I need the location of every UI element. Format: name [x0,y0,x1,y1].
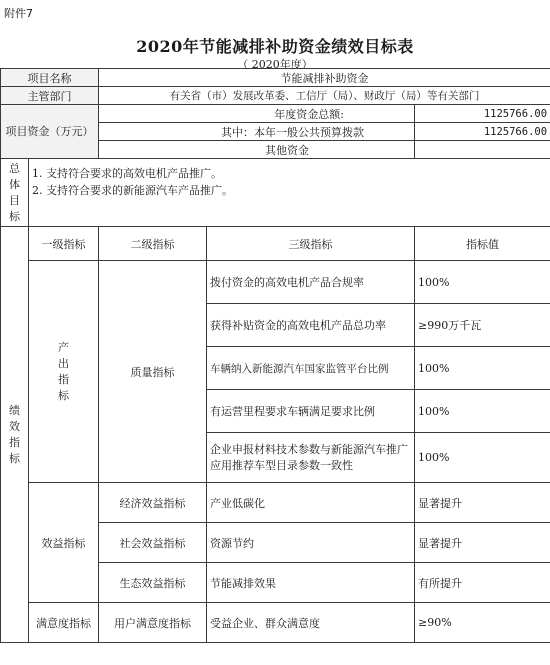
level3-item: 节能减排效果 [207,563,415,603]
header-value: 指标值 [415,227,550,261]
indicator-value: ≥90% [415,603,550,643]
perf-indicator-label [1,227,29,643]
indicator-value: 显著提升 [415,483,550,523]
funds-label: 项目资金（万元） [1,105,99,159]
funds-budget-label: 其中：本年一般公共预算拨款 [99,123,415,141]
funds-total-label: 年度资金总额: [99,105,415,123]
level3-item: 企业申报材料技术参数与新能源汽车推广应用推荐车型目录参数一致性 [207,433,415,483]
project-name-value: 节能减排补助资金 [99,69,550,87]
performance-goal-table [0,68,550,643]
overall-goal-label [1,159,29,227]
page-title: 2020年节能减排补助资金绩效目标表 [136,37,414,56]
level2-quality: 质量指标 [99,261,207,483]
funds-budget-value: 1125766.00 [415,123,550,141]
overall-goals [29,159,550,227]
level3-item: 资源节约 [207,523,415,563]
funds-other-label: 其他资金 [99,141,415,159]
indicator-value: 有所提升 [415,563,550,603]
funds-total-value: 1125766.00 [415,105,550,123]
level3-item: 产业低碳化 [207,483,415,523]
department-label: 主管部门 [1,87,99,105]
perf-indicator-label-text: 绩 效 指 标 [9,403,20,465]
project-name-label: 项目名称 [1,69,99,87]
department-value: 有关省（市）发展改革委、工信厅（局）、财政厅（局）等有关部门 [99,87,550,105]
level2-ecological: 生态效益指标 [99,563,207,603]
overall-goal-label-text: 总 体 目 标 [9,161,20,223]
page-subtitle: （ 2020年度） [237,58,313,71]
level3-item: 受益企业、群众满意度 [207,603,415,643]
overall-goal-item: 1. 支持符合要求的高效电机产品推广。 [32,167,222,180]
header-level1: 一级指标 [29,227,99,261]
level3-item: 拨付资金的高效电机产品合规率 [207,261,415,304]
level3-item: 有运营里程要求车辆满足要求比例 [207,390,415,433]
funds-other-value [415,141,550,159]
level2-user-satisfaction: 用户满意度指标 [99,603,207,643]
indicator-value: 100% [415,261,550,304]
level1-satisfaction: 满意度指标 [29,603,99,643]
level2-social: 社会效益指标 [99,523,207,563]
overall-goal-item: 2. 支持符合要求的新能源汽车产品推广。 [32,184,233,197]
level1-output-text: 产 出 指 标 [58,340,69,402]
indicator-value: 100% [415,347,550,390]
level1-benefit: 效益指标 [29,483,99,603]
level3-item: 车辆纳入新能源汽车国家监管平台比例 [207,347,415,390]
attachment-label: 附件7 [4,7,33,20]
header-level3: 三级指标 [207,227,415,261]
indicator-value: 100% [415,390,550,433]
level2-economic: 经济效益指标 [99,483,207,523]
level3-item: 获得补贴资金的高效电机产品总功率 [207,304,415,347]
level1-output [29,261,99,483]
indicator-value: ≥990万千瓦 [415,304,550,347]
indicator-value: 显著提升 [415,523,550,563]
indicator-value: 100% [415,433,550,483]
header-level2: 二级指标 [99,227,207,261]
